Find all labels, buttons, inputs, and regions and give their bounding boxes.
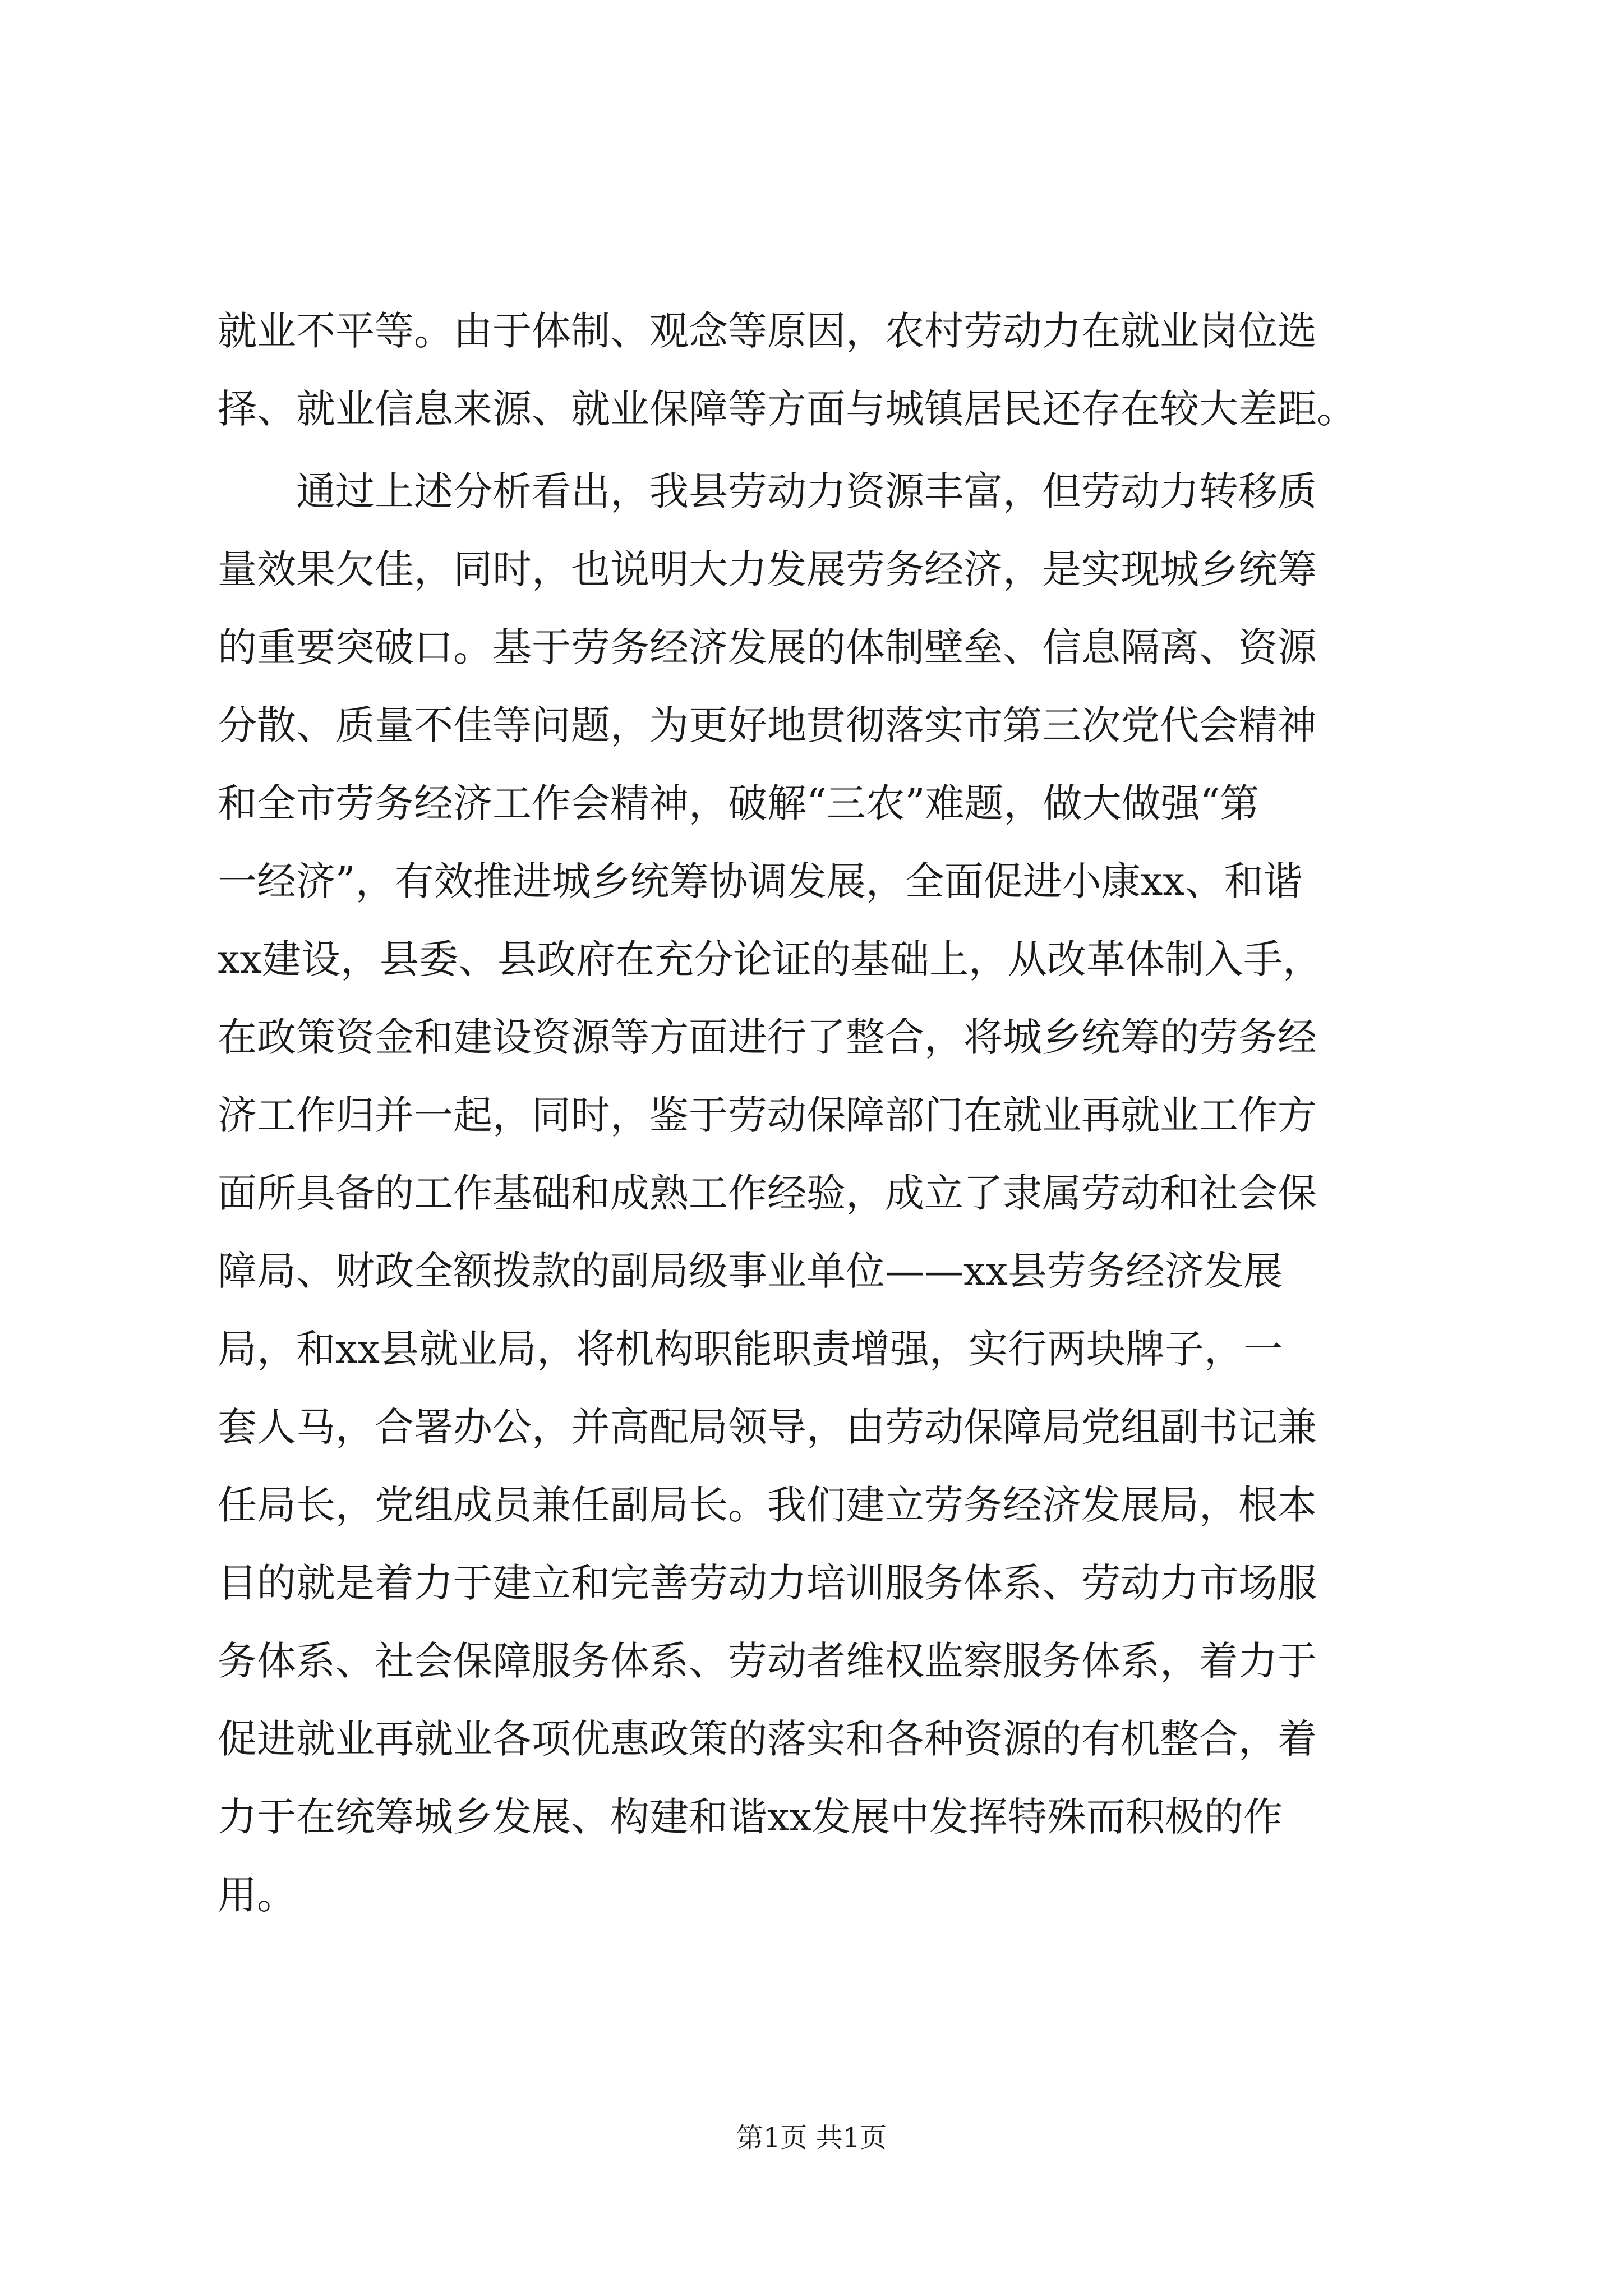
text-line-9: xx建设，县委、县政府在充分论证的基础上，从改革体制入手，	[218, 936, 1322, 982]
text-line-4: 量效果欠佳，同时，也说明大力发展劳务经济，是实现城乡统筹	[218, 546, 1317, 592]
text-line-3: 通过上述分析看出，我县劳动力资源丰富，但劳动力转移质	[218, 468, 1317, 514]
text-line-11: 济工作归并一起，同时，鉴于劳动保障部门在就业再就业工作方	[218, 1092, 1317, 1138]
text-line-14: 局，和xx县就业局，将机构职能职责增强，实行两块牌子，一	[218, 1326, 1283, 1372]
text-line-7: 和全市劳务经济工作会精神，破解“三农”难题，做大做强“第	[218, 780, 1260, 826]
text-line-10: 在政策资金和建设资源等方面进行了整合，将城乡统筹的劳务经	[218, 1014, 1317, 1060]
page-footer: 第1页 共1页	[736, 2122, 887, 2154]
text-line-8: 一经济”，有效推进城乡统筹协调发展，全面促进小康xx、和谐	[218, 858, 1303, 904]
text-line-5: 的重要突破口。基于劳务经济发展的体制壁垒、信息隔离、资源	[218, 624, 1317, 670]
text-line-18: 务体系、社会保障服务体系、劳动者维权监察服务体系，着力于	[218, 1638, 1317, 1684]
text-line-21: 用。	[218, 1872, 296, 1918]
text-line-13: 障局、财政全额拨款的副局级事业单位——xx县劳务经济发展	[218, 1248, 1283, 1294]
text-line-1: 就业不平等。由于体制、观念等原因，农村劳动力在就业岗位选	[218, 308, 1317, 354]
text-line-2: 择、就业信息来源、就业保障等方面与城镇居民还存在较大差距。	[218, 386, 1356, 432]
text-line-15: 套人马，合署办公，并高配局领导，由劳动保障局党组副书记兼	[218, 1404, 1317, 1450]
text-line-20: 力于在统筹城乡发展、构建和谐xx发展中发挥特殊而积极的作	[218, 1794, 1283, 1840]
text-line-12: 面所具备的工作基础和成熟工作经验，成立了隶属劳动和社会保	[218, 1170, 1317, 1216]
text-line-6: 分散、质量不佳等问题，为更好地贯彻落实市第三次党代会精神	[218, 702, 1317, 748]
text-line-17: 目的就是着力于建立和完善劳动力培训服务体系、劳动力市场服	[218, 1560, 1317, 1606]
text-line-16: 任局长，党组成员兼任副局长。我们建立劳务经济发展局，根本	[218, 1482, 1317, 1528]
text-line-19: 促进就业再就业各项优惠政策的落实和各种资源的有机整合，着	[218, 1716, 1317, 1762]
